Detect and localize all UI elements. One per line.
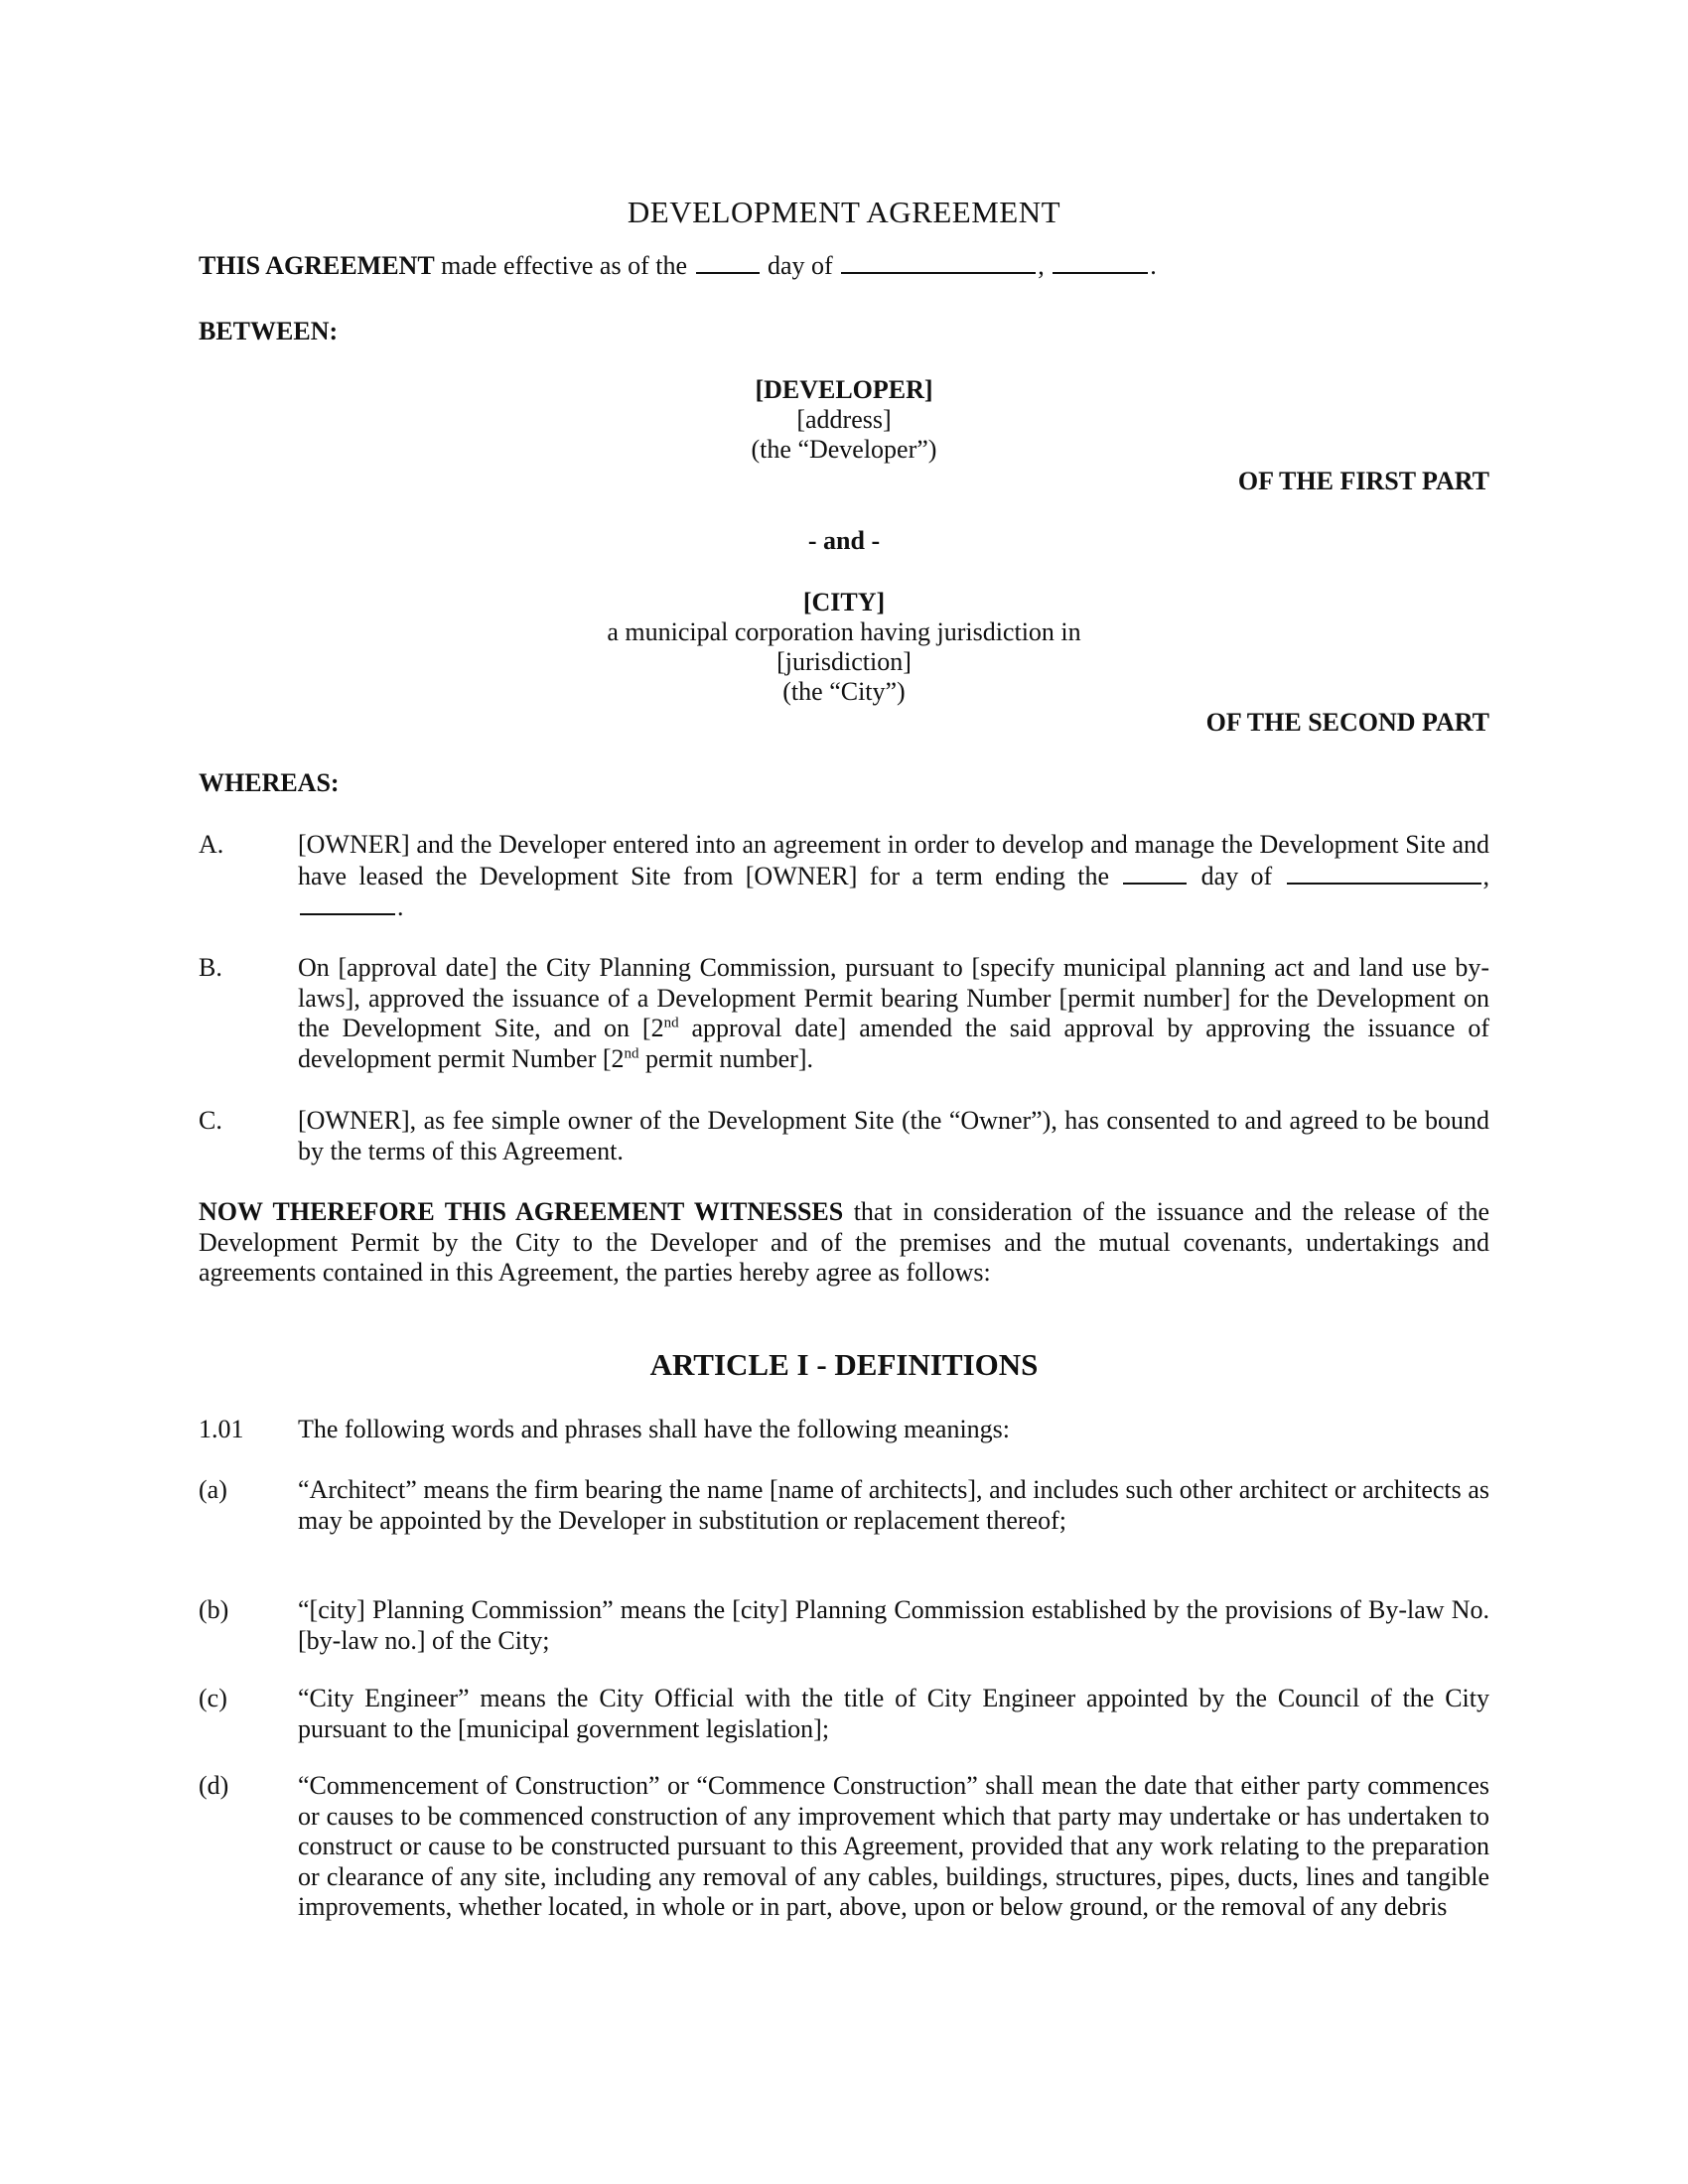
definition-marker: (a) (199, 1475, 227, 1504)
definition-text: “Architect” means the firm bearing the name [name of architects], and includes such other architect or architects as may be appointed by the Developer in substitution or replacement thereof; (298, 1475, 1489, 1535)
witness-text: that in consideration of the issuance and the release of the Development Permit by the City to the Developer and of the premises and the mutual covenants, undertakings and agreements contained in this Agreement, the parties hereby agree as follows: (199, 1197, 1489, 1287)
party2-part-label: OF THE SECOND PART (1205, 708, 1489, 737)
recital-c (199, 1106, 1489, 1166)
preamble-text-3: , (1038, 251, 1052, 280)
definition-item (199, 1595, 1489, 1656)
definition-marker: (d) (199, 1771, 229, 1800)
recital-c-text: [OWNER], as fee simple owner of the Development Site (the “Owner”), has consented to and agreed to be bound by the terms of this Agreement. (298, 1106, 1489, 1165)
recital-b-text-a: On [approval date] the City Planning Commission, pursuant to [specify municipal planning act and land use by-laws], approved the issuance of a Development Permit bearing Number [permit number] for the Development on the Development Site, and on [2 (298, 953, 1489, 1042)
party1-name: [DEVELOPER] (755, 375, 933, 404)
recital-b (199, 953, 1489, 1074)
preamble-text-1: made effective as of the (434, 251, 694, 280)
term-month-blank[interactable] (1287, 861, 1481, 885)
recital-a-text-d: . (397, 892, 404, 921)
party2-line2: [jurisdiction] (776, 647, 912, 676)
witness-bold-lead: NOW THEREFORE THIS AGREEMENT WITNESSES (199, 1197, 844, 1226)
definition-text: “City Engineer” means the City Official with the title of City Engineer appointed by the Council of the City pursuant to the [municipal government legislation]; (298, 1684, 1489, 1743)
recital-b-text-b: approval date] amended the said approval by approving the issuance of development permit Number [2 (298, 1014, 1489, 1073)
party2-defined-as: (the “City”) (782, 677, 906, 706)
year-blank[interactable] (1053, 250, 1148, 274)
recital-a (199, 830, 1489, 923)
preamble-bold-lead: THIS AGREEMENT (199, 251, 435, 280)
definition-item (199, 1771, 1489, 1923)
witness-paragraph (199, 1197, 1489, 1289)
party1-address: [address] (796, 405, 892, 434)
preamble (199, 250, 1157, 281)
month-blank[interactable] (841, 250, 1036, 274)
recital-marker: B. (199, 953, 222, 982)
document-page (199, 0, 1489, 2184)
section-1-01 (199, 1415, 1489, 1445)
section-marker: 1.01 (199, 1415, 244, 1443)
document-title: DEVELOPMENT AGREEMENT (627, 195, 1061, 229)
recital-a-text: [OWNER] and the Developer entered into an agreement in order to develop and manage the Development Site and have leased the Development Site from [OWNER] for a term ending the (298, 830, 1489, 890)
preamble-text-4: . (1150, 251, 1157, 280)
definition-text: “[city] Planning Commission” means the [city] Planning Commission established by the provisions of By-law No. [by-law no.] of the City; (298, 1595, 1489, 1655)
recital-b-text-c: permit number]. (638, 1043, 813, 1073)
definition-text: “Commencement of Construction” or “Commence Construction” shall mean the date that either party commences or causes to be commenced construction of any improvement which that party may undertake or has undertaken to construct or cause to be constructed pursuant to this Agreement, provided that any work relating to the preparation or clearance of any site, including any removal of any cables, buildings, structures, pipes, ducts, lines and tangible improvements, whether located, in whole or in part, above, upon or below ground, or the removal of any debris (298, 1771, 1489, 1921)
recital-marker: C. (199, 1106, 222, 1135)
party2-name: [CITY] (802, 588, 886, 616)
preamble-text-2: day of (761, 251, 840, 280)
definition-item (199, 1475, 1489, 1536)
and-separator: - and - (807, 526, 881, 555)
party2-line1: a municipal corporation having jurisdiction in (607, 617, 1081, 646)
whereas-label: WHEREAS: (199, 768, 340, 797)
party1-defined-as: (the “Developer”) (751, 435, 937, 464)
day-blank[interactable] (696, 250, 760, 274)
superscript: nd (624, 1044, 639, 1061)
definition-marker: (c) (199, 1684, 227, 1712)
recital-marker: A. (199, 830, 224, 859)
term-year-blank[interactable] (300, 891, 395, 915)
party1-part-label: OF THE FIRST PART (1237, 467, 1489, 495)
between-label: BETWEEN: (199, 317, 339, 345)
party2-block (199, 588, 1489, 707)
superscript: nd (663, 1015, 679, 1031)
party1-block (199, 375, 1489, 465)
recital-a-text-b: day of (1189, 861, 1285, 890)
definition-item (199, 1684, 1489, 1744)
definition-marker: (b) (199, 1595, 229, 1624)
recital-a-text-c: , (1482, 861, 1489, 890)
term-day-blank[interactable] (1123, 861, 1187, 885)
article-heading: ARTICLE I - DEFINITIONS (649, 1347, 1039, 1382)
section-text: The following words and phrases shall have the following meanings: (298, 1415, 1011, 1443)
